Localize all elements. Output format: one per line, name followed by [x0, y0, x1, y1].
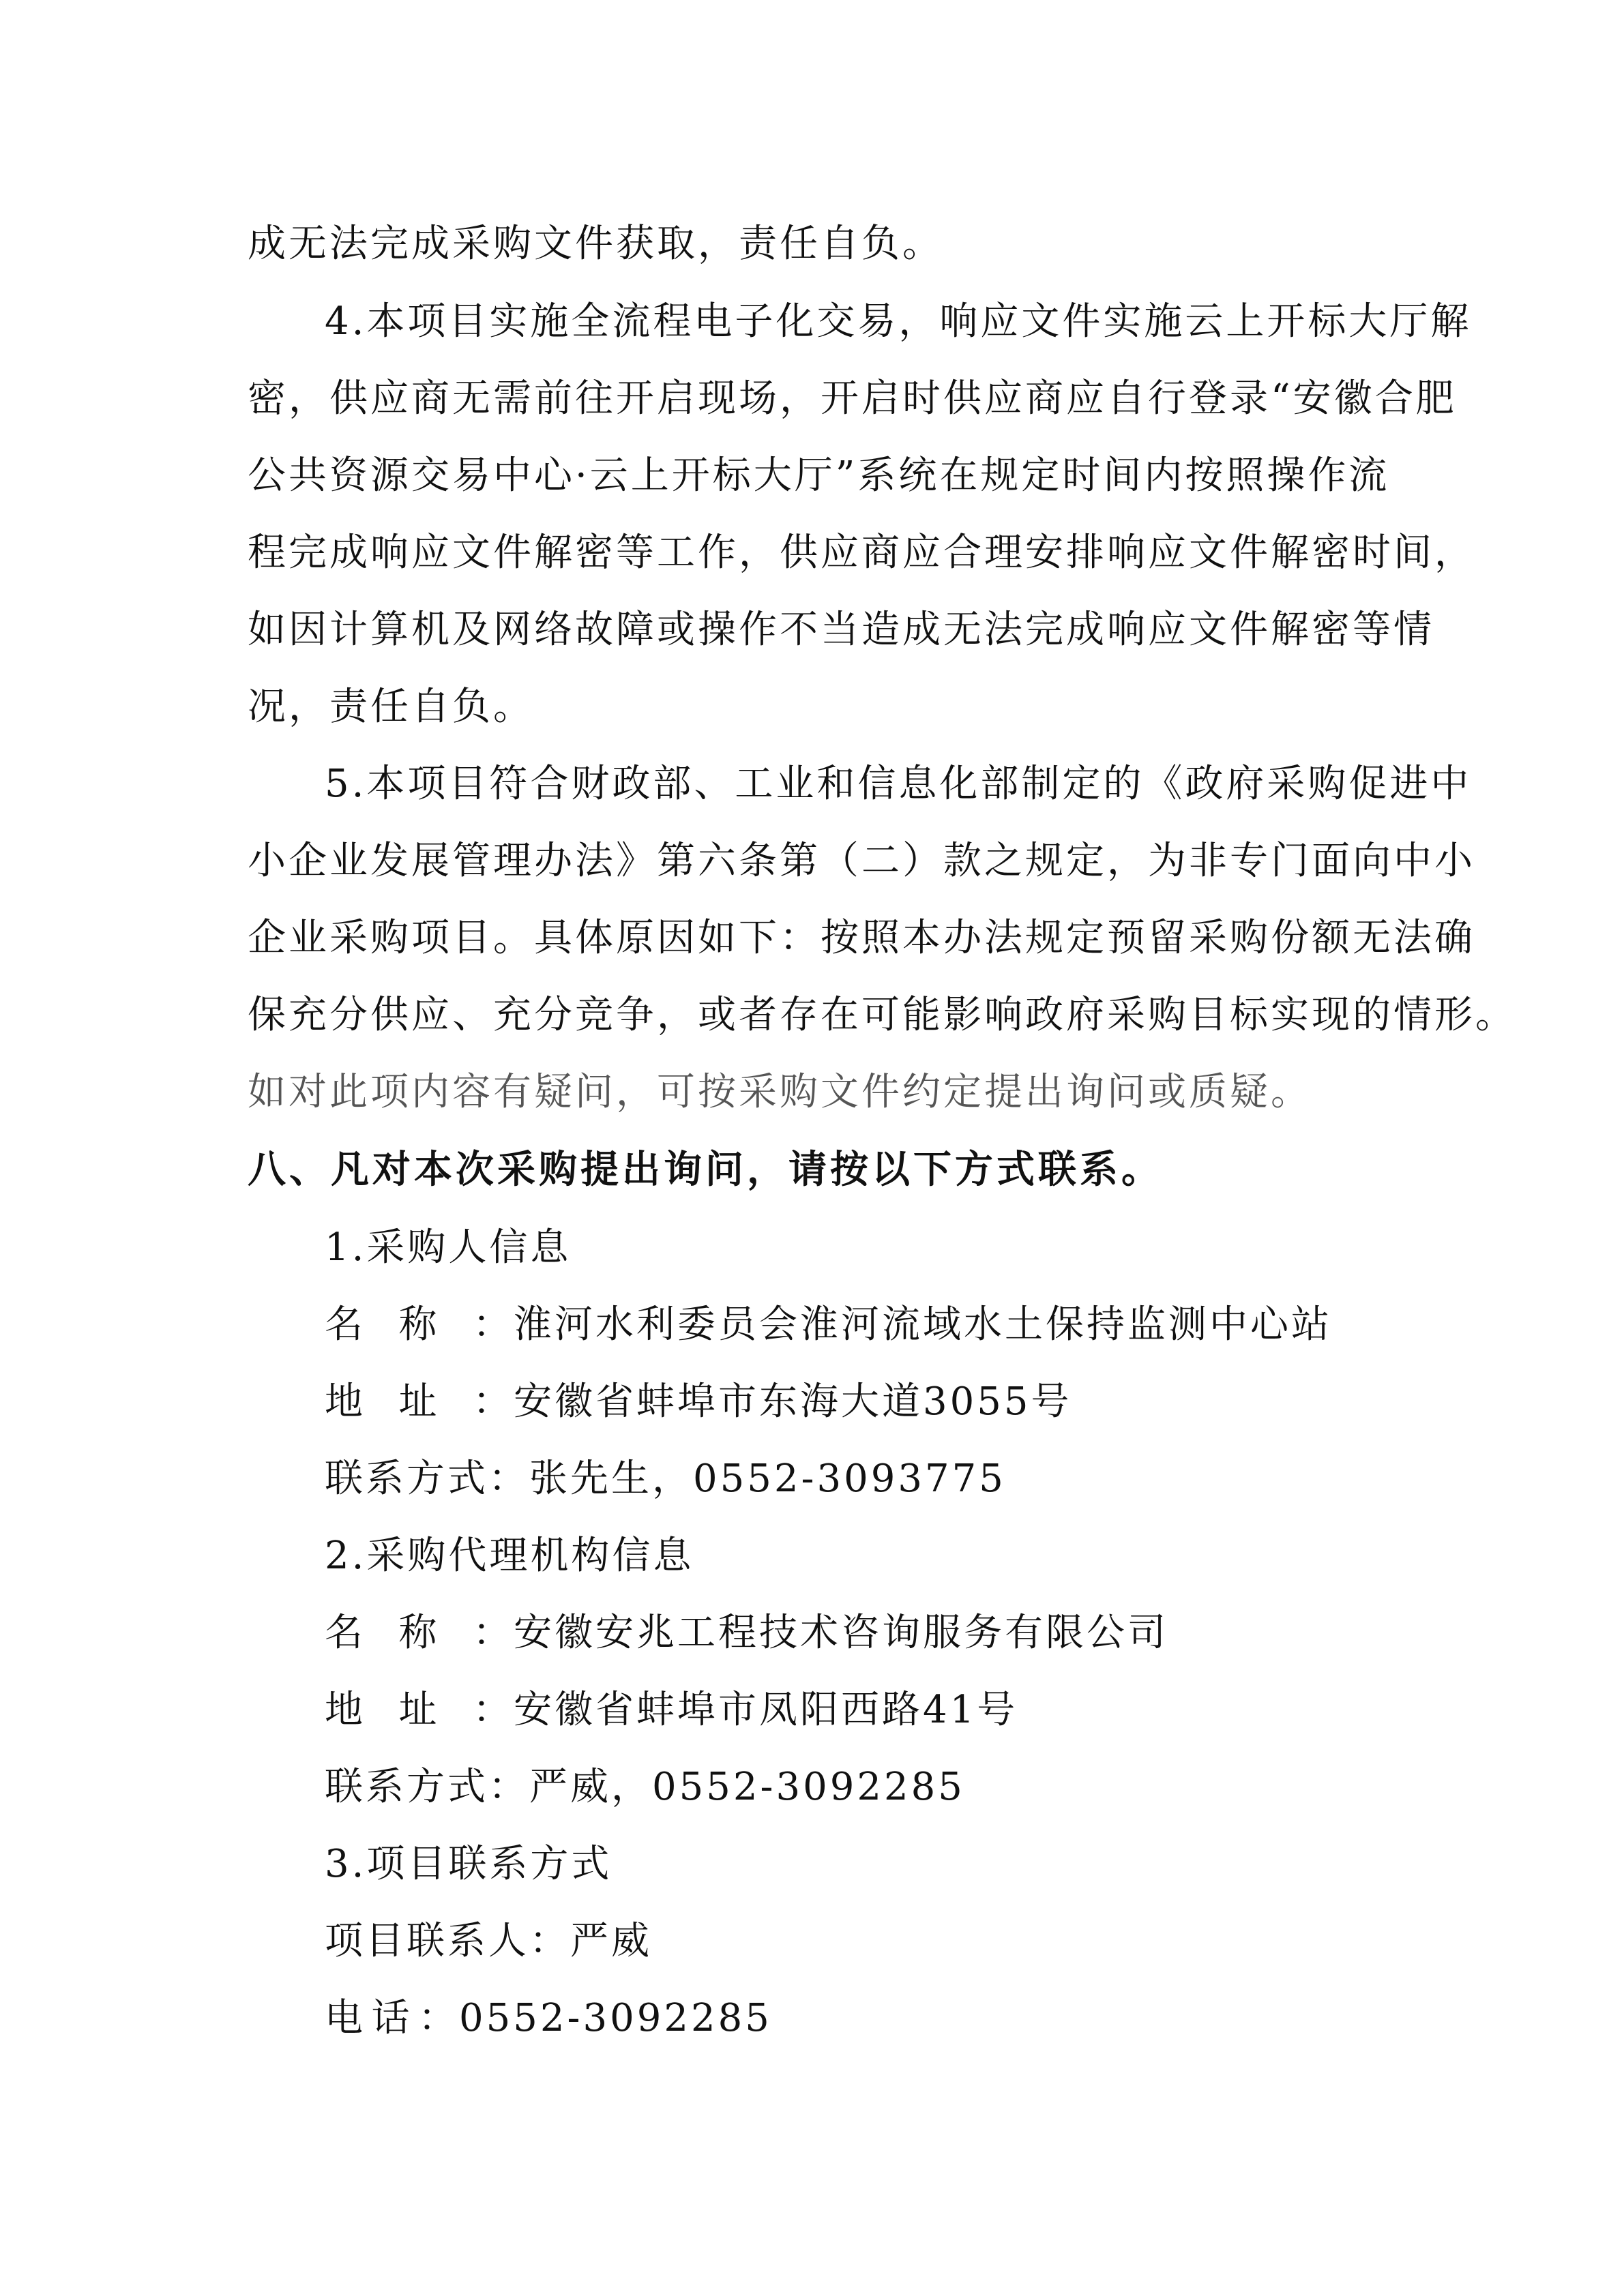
- paragraph-line: 5.本项目符合财政部、工业和信息化部制定的《政府采购促进中: [325, 762, 1472, 806]
- paragraph-line: 如对此项内容有疑问，可按采购文件约定提出询问或质疑。: [248, 1070, 1312, 1114]
- paragraph-line: 程完成响应文件解密等工作，供应商应合理安排响应文件解密时间，: [248, 531, 1475, 575]
- agency-title: 2.采购代理机构信息: [325, 1534, 694, 1578]
- purchaser-name-value: 淮河水利委员会淮河流域水土保持监测中心站: [514, 1302, 1332, 1347]
- project-contact-title: 3.项目联系方式: [325, 1842, 612, 1886]
- name-label-text: 名称：: [325, 1302, 514, 1347]
- purchaser-address-value: 安徽省蚌埠市东海大道3055号: [514, 1380, 1072, 1424]
- address-label: [325, 1686, 514, 1735]
- paragraph-line: 公共资源交易中心·云上开标大厅”系统在规定时间内按照操作流: [248, 453, 1390, 498]
- section-heading: 八、凡对本次采购提出询问，请按以下方式联系。: [248, 1148, 1163, 1192]
- agency-name-row: [325, 1609, 1168, 1658]
- paragraph-line: 如因计算机及网络故障或操作不当造成无法完成响应文件解密等情: [248, 608, 1434, 652]
- paragraph-line: 保充分供应、充分竞争，或者存在可能影响政府采购目标实现的情形。: [248, 993, 1516, 1037]
- phone-label: 电话：: [325, 1996, 459, 2040]
- agency-address-row: [325, 1686, 1018, 1735]
- paragraph-line: 成无法完成采购文件获取，责任自负。: [248, 222, 943, 266]
- agency-address-value: 安徽省蚌埠市凤阳西路41号: [514, 1688, 1018, 1732]
- purchaser-address-row: [325, 1377, 1072, 1427]
- contact-label: 联系方式：: [325, 1765, 529, 1809]
- agency-contact-row: [325, 1763, 965, 1812]
- phone-value: 0552-3092285: [459, 1996, 772, 2040]
- name-label: [325, 1300, 514, 1350]
- purchaser-contact-row: [325, 1455, 1006, 1504]
- purchaser-name-row: [325, 1300, 1332, 1350]
- agency-name-value: 安徽安兆工程技术咨询服务有限公司: [514, 1611, 1168, 1655]
- contact-person-label: 项目联系人：: [325, 1919, 570, 1963]
- address-label-text: 地址：: [325, 1380, 514, 1424]
- contact-person-value: 严威: [570, 1919, 652, 1963]
- paragraph-line: 4.本项目实施全流程电子化交易，响应文件实施云上开标大厅解: [325, 299, 1472, 344]
- purchaser-contact-value: 张先生，0552-3093775: [529, 1457, 1006, 1501]
- paragraph-line: 企业采购项目。具体原因如下：按照本办法规定预留采购份额无法确: [248, 916, 1475, 960]
- name-label: [325, 1609, 514, 1658]
- agency-contact-value: 严威，0552-3092285: [529, 1765, 965, 1809]
- paragraph-line: 密，供应商无需前往开启现场，开启时供应商应自行登录“安徽合肥: [248, 376, 1457, 421]
- address-label: [325, 1377, 514, 1427]
- project-contact-phone-row: [325, 1994, 772, 2043]
- paragraph-line: 小企业发展管理办法》第六条第（二）款之规定，为非专门面向中小: [248, 839, 1475, 883]
- address-label-text: 地址：: [325, 1688, 514, 1732]
- name-label-text: 名称：: [325, 1611, 514, 1655]
- contact-label: 联系方式：: [325, 1457, 529, 1501]
- project-contact-person-row: [325, 1917, 652, 1966]
- paragraph-line: 况，责任自负。: [248, 685, 534, 729]
- purchaser-title: 1.采购人信息: [325, 1225, 572, 1270]
